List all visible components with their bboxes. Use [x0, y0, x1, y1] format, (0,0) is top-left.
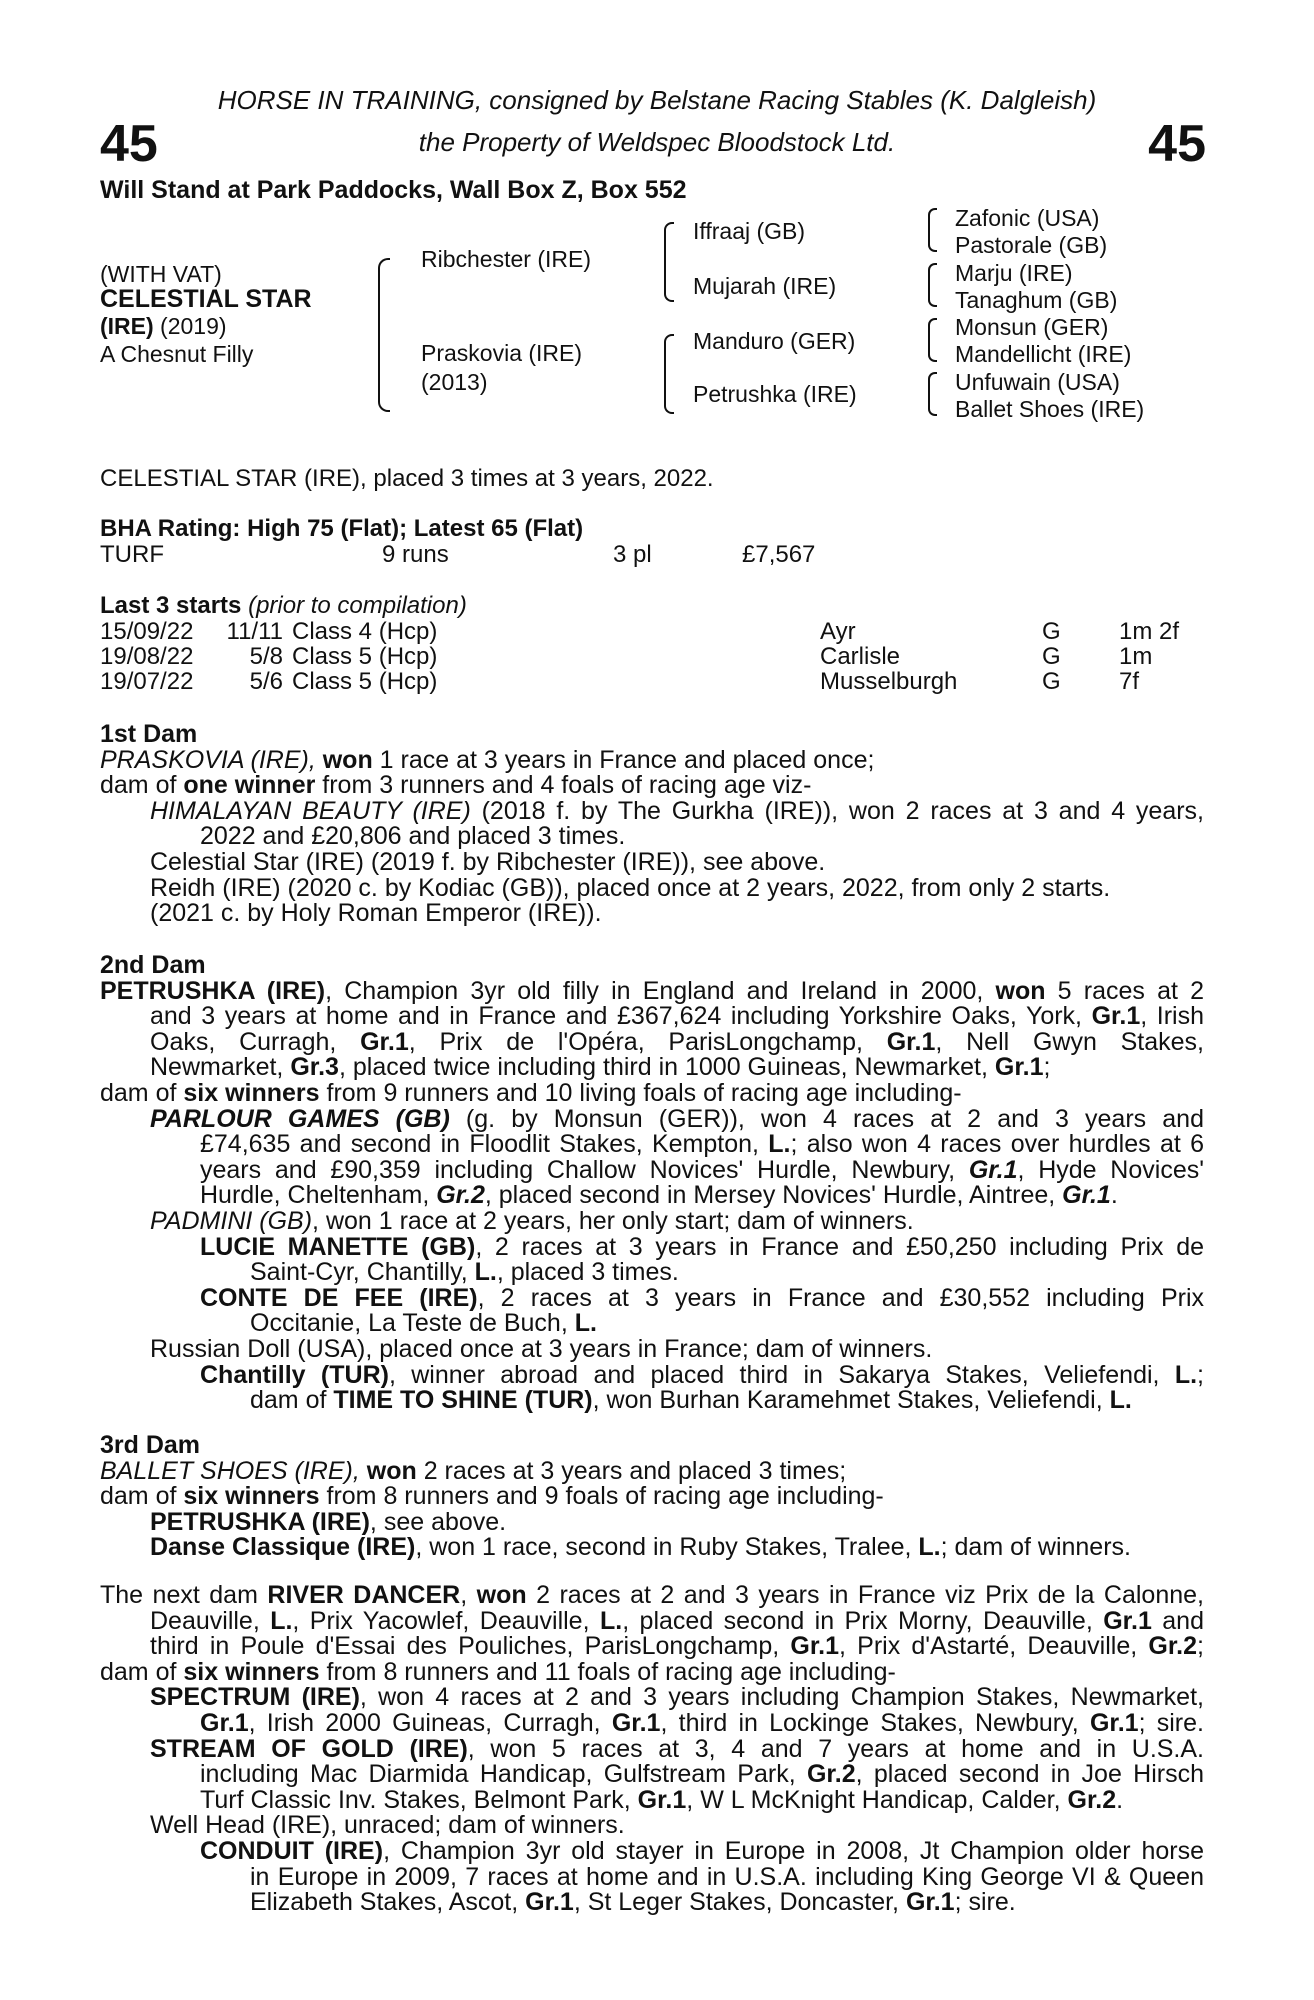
g3-ancestor: Unfuwain (USA) [955, 369, 1120, 395]
start-distance: 1m [1119, 643, 1153, 670]
progeny-line: STREAM OF GOLD (IRE), won 5 races at 3, 4 and 7 years at home and in U.S.A. [150, 1734, 1205, 1763]
bracket-g3-1 [928, 208, 937, 252]
progeny-line: dam of TIME TO SHINE (TUR), won Burhan Karamehmet Stakes, Veliefendi, L. [250, 1386, 1132, 1415]
start-class: Class 4 (Hcp) [292, 618, 438, 645]
dam: Praskovia (IRE) [421, 340, 583, 366]
start-class: Class 5 (Hcp) [292, 643, 438, 670]
start-position: 5/6 [249, 668, 283, 695]
third-dam-section [100, 1433, 1204, 1561]
start-course: Carlisle [820, 643, 901, 670]
dam-dam: Petrushka (IRE) [693, 381, 857, 407]
start-position: 5/8 [249, 643, 283, 670]
consignor-line: HORSE IN TRAINING, consigned by Belstane Racing Stables (K. Dalgleish) [217, 85, 1097, 115]
sire-sire: Iffraaj (GB) [693, 218, 806, 244]
start-course: Musselburgh [820, 668, 958, 695]
rating-earnings: £7,567 [742, 541, 816, 568]
start-course: Ayr [820, 618, 856, 645]
progeny-line: PARLOUR GAMES (GB) (g. by Monsun (GER)), won 4 races at 2 and 3 years and [150, 1104, 1204, 1133]
start-distance: 1m 2f [1119, 618, 1180, 645]
first-dam-section [100, 722, 1204, 927]
progeny-line: 2022 and £20,806 and placed 3 times. [200, 822, 626, 851]
section-heading: 2nd Dam [100, 951, 206, 979]
g3-ancestor: Ballet Shoes (IRE) [955, 396, 1145, 422]
progeny-line: Reidh (IRE) (2020 c. by Kodiac (GB)), placed once at 2 years, 2022, from only 2 starts. [150, 873, 1111, 902]
next-dam-section [100, 1583, 1204, 1916]
bracket-g3-2 [928, 263, 937, 307]
dam-line: PETRUSHKA (IRE), Champion 3yr old filly in England and Ireland in 2000, won 5 races at 2 [100, 976, 1204, 1005]
progeny-line: Celestial Star (IRE) (2019 f. by Ribchester (IRE)), see above. [150, 847, 826, 876]
start-date: 19/08/22 [100, 643, 194, 670]
bracket-gen1 [378, 258, 390, 412]
dam-line: dam of six winners from 9 runners and 10 living foals of racing age including- [100, 1078, 962, 1107]
last-starts-heading: Last 3 starts (prior to compilation) [100, 592, 467, 619]
bracket-dam [664, 334, 674, 414]
rating-placings: 3 pl [613, 541, 652, 568]
horse-description: A Chesnut Filly [100, 341, 254, 367]
g3-ancestor: Monsun (GER) [955, 314, 1109, 340]
progeny-line: LUCIE MANETTE (GB), 2 races at 3 years in France and £50,250 including Prix de [200, 1232, 1205, 1261]
progeny-line: Gr.1, Irish 2000 Guineas, Curragh, Gr.1, third in Lockinge Stakes, Newbury, Gr.1; sire. [200, 1708, 1204, 1737]
start-position: 11/11 [226, 618, 283, 645]
progeny-line: Hurdle, Cheltenham, Gr.2, placed second in Mersey Novices' Hurdle, Aintree, Gr.1. [200, 1181, 1118, 1210]
dam-line: dam of one winner from 3 runners and 4 foals of racing age viz- [100, 771, 812, 800]
bracket-sire [664, 222, 674, 302]
dam-line: PRASKOVIA (IRE), won 1 race at 3 years in France and placed once; [100, 745, 875, 774]
g3-ancestor: Marju (IRE) [955, 260, 1073, 286]
g3-ancestor: Zafonic (USA) [955, 205, 1100, 231]
location-line: Will Stand at Park Paddocks, Wall Box Z, Box 552 [100, 176, 687, 204]
horse-suffix: (IRE) (2019) [100, 313, 227, 339]
rating-surface: TURF [100, 541, 164, 568]
progeny-line: Russian Doll (USA), placed once at 3 years in France; dam of winners. [150, 1334, 933, 1363]
dam-line: third in Poule d'Essai des Pouliches, ParisLongchamp, Gr.1, Prix d'Astarté, Deauville, Gr.2; [150, 1632, 1204, 1661]
progeny-line: £74,635 and second in Floodlit Stakes, Kempton, L.; also won 4 races over hurdles at 6 [200, 1130, 1205, 1159]
g3-ancestor: Tanaghum (GB) [955, 287, 1118, 313]
progeny-line: PETRUSHKA (IRE), see above. [150, 1507, 507, 1536]
progeny-line: Occitanie, La Teste de Buch, L. [250, 1309, 597, 1338]
start-going: G [1042, 643, 1061, 670]
start-going: G [1042, 668, 1061, 695]
progeny-line: (2021 c. by Holy Roman Emperor (IRE)). [150, 899, 602, 928]
dam-line: and 3 years at home and in France and £367,624 including Yorkshire Oaks, York, Gr.1, Irish [150, 1002, 1205, 1031]
lot-number-left: 45 [100, 115, 158, 173]
progeny-line: Saint-Cyr, Chantilly, L., placed 3 times. [250, 1258, 679, 1287]
section-heading: 1st Dam [100, 720, 198, 748]
race-summary: CELESTIAL STAR (IRE), placed 3 times at 3 years, 2022. [100, 465, 714, 492]
dam-line: dam of six winners from 8 runners and 11 foals of racing age including- [100, 1657, 896, 1686]
dam-line: BALLET SHOES (IRE), won 2 races at 3 years and placed 3 times; [100, 1456, 847, 1485]
g3-ancestor: Mandellicht (IRE) [955, 341, 1132, 367]
vat-note: (WITH VAT) [100, 261, 222, 287]
bracket-g3-4 [928, 372, 937, 416]
progeny-line: PADMINI (GB), won 1 race at 2 years, her only start; dam of winners. [150, 1206, 914, 1235]
progeny-line: years and £90,359 including Challow Novices' Hurdle, Newbury, Gr.1, Hyde Novices' [200, 1155, 1204, 1184]
property-line: the Property of Weldspec Bloodstock Ltd. [418, 127, 896, 157]
progeny-line: CONDUIT (IRE), Champion 3yr old stayer in Europe in 2008, Jt Champion older horse [200, 1836, 1204, 1865]
start-going: G [1042, 618, 1061, 645]
rating-runs: 9 runs [382, 541, 449, 568]
progeny-line: Chantilly (TUR), winner abroad and placed third in Sakarya Stakes, Veliefendi, L.; [200, 1360, 1204, 1389]
progeny-line: Elizabeth Stakes, Ascot, Gr.1, St Leger Stakes, Doncaster, Gr.1; sire. [250, 1888, 1016, 1917]
progeny-line: Turf Classic Inv. Stakes, Belmont Park, Gr.1, W L McKnight Handicap, Calder, Gr.2. [200, 1785, 1124, 1814]
start-date: 15/09/22 [100, 618, 194, 645]
dam-line: The next dam RIVER DANCER, won 2 races at 2 and 3 years in France viz Prix de la Calonne, [100, 1581, 1204, 1609]
progeny-line: CONTE DE FEE (IRE), 2 races at 3 years in France and £30,552 including Prix [200, 1283, 1204, 1312]
sire-dam: Mujarah (IRE) [693, 273, 837, 299]
start-date: 19/07/22 [100, 668, 194, 695]
progeny-line: in Europe in 2009, 7 races at home and in U.S.A. including King George VI & Queen [250, 1862, 1204, 1891]
progeny-line: SPECTRUM (IRE), won 4 races at 2 and 3 years including Champion Stakes, Newmarket, [150, 1683, 1204, 1712]
section-heading: 3rd Dam [100, 1431, 201, 1459]
sire: Ribchester (IRE) [421, 246, 591, 272]
start-class: Class 5 (Hcp) [292, 668, 438, 695]
progeny-line: Well Head (IRE), unraced; dam of winners. [150, 1811, 625, 1840]
progeny-line: including Mac Diarmida Handicap, Gulfstream Park, Gr.2, placed second in Joe Hirsch [200, 1760, 1204, 1789]
bracket-g3-3 [928, 318, 937, 362]
start-distance: 7f [1119, 668, 1140, 695]
progeny-line: Danse Classique (IRE), won 1 race, second in Ruby Stakes, Tralee, L.; dam of winners. [150, 1533, 1131, 1562]
dam-line: Deauville, L., Prix Yacowlef, Deauville, L., placed second in Prix Morny, Deauville, Gr.1 and [150, 1606, 1204, 1635]
dam-sire: Manduro (GER) [693, 328, 856, 354]
bha-rating: BHA Rating: High 75 (Flat); Latest 65 (Flat) [100, 515, 584, 542]
dam-line: Newmarket, Gr.3, placed twice including third in 1000 Guineas, Newmarket, Gr.1; [150, 1053, 1051, 1082]
dam-year: (2013) [421, 369, 488, 395]
lot-number-right: 45 [1148, 115, 1206, 173]
g3-ancestor: Pastorale (GB) [955, 232, 1108, 258]
second-dam-section [100, 953, 1204, 1414]
dam-line: Oaks, Curragh, Gr.1, Prix de l'Opéra, ParisLongchamp, Gr.1, Nell Gwyn Stakes, [150, 1027, 1204, 1056]
dam-line: dam of six winners from 8 runners and 9 foals of racing age including- [100, 1482, 884, 1511]
progeny-line: HIMALAYAN BEAUTY (IRE) (2018 f. by The Gurkha (IRE)), won 2 races at 3 and 4 years, [150, 796, 1204, 825]
horse-name: CELESTIAL STAR [100, 285, 312, 313]
